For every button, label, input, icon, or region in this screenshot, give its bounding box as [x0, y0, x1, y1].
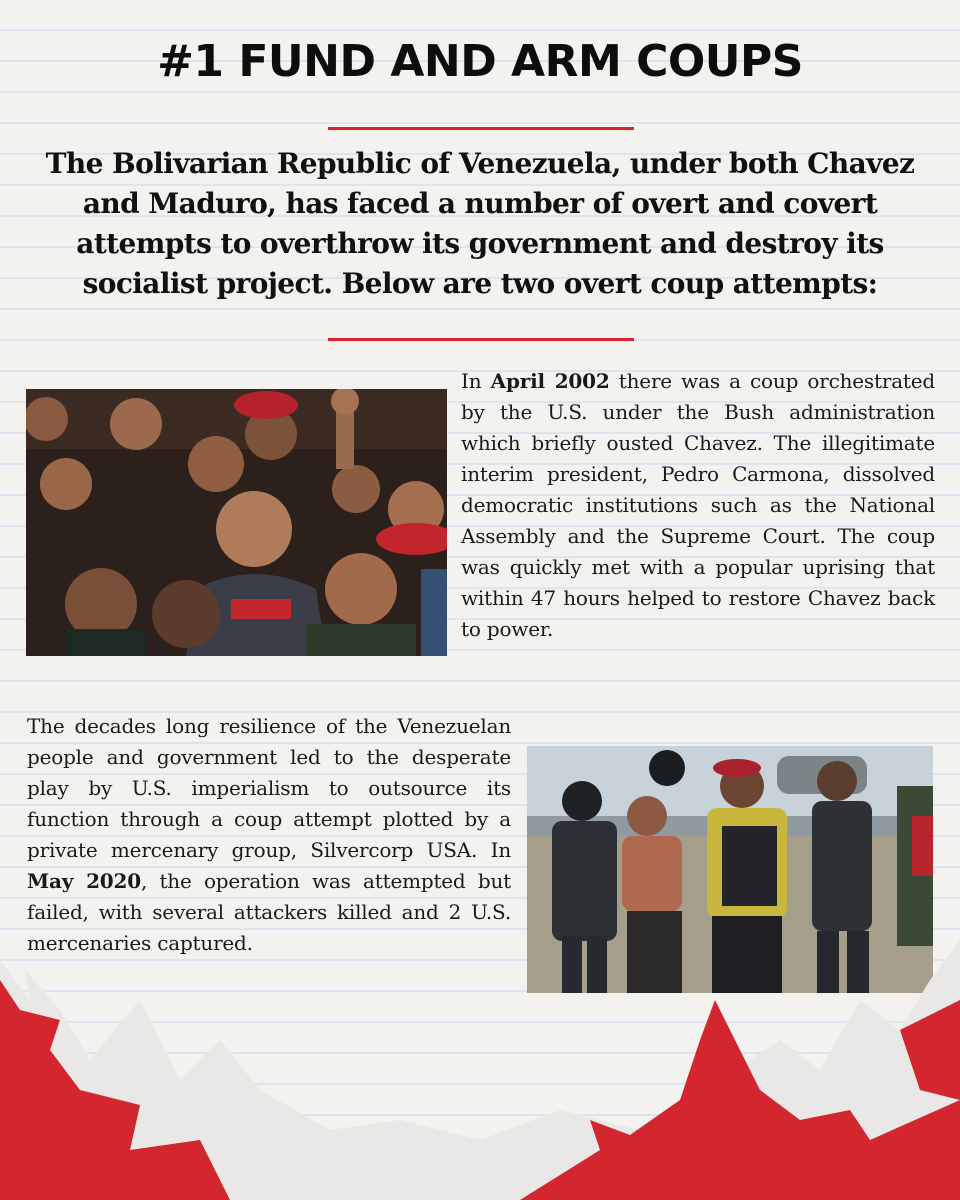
paragraph-text: In: [461, 369, 491, 393]
paragraph-april-2002: [461, 366, 935, 645]
top-divider: [328, 127, 634, 130]
bottom-decoration: [0, 940, 960, 1200]
date-may-2020: May 2020: [27, 869, 141, 893]
page-title: #1 FUND AND ARM COUPS: [157, 36, 803, 87]
date-april-2002: April 2002: [490, 369, 610, 393]
intro-text: The Bolivarian Republic of Venezuela, under both Chavez and Maduro, has faced a number of overt and covert attempts to overthrow its government and destroy its socialist project. Below are two overt coup attempts:: [45, 147, 915, 300]
crowd-photo-illustration: [26, 389, 447, 656]
crowd-photo-2002: [26, 389, 447, 656]
paragraph-text: , the operation was attempted but failed, with several attackers killed and 2 U.S. mercenaries captured.: [27, 869, 511, 955]
paragraph-text: there was a coup orchestrated by the U.S. under the Bush administration which briefly ousted Chavez. The illegitimate interim president, Pedro Carmona, dissolved democratic institutions such as the National Assembly and the Supreme Court. The coup was quickly met with a popular uprising that within 47 hours helped to restore Chavez back to power.: [461, 369, 935, 641]
bottom-divider: [328, 338, 634, 341]
paragraph-text: The decades long resilience of the Venezuelan people and government led to the desperate play by U.S. imperialism to outsource its function through a coup attempt plotted by a private mercenary group, Silvercorp USA. In: [27, 714, 511, 862]
paragraph-may-2020: [27, 711, 511, 959]
